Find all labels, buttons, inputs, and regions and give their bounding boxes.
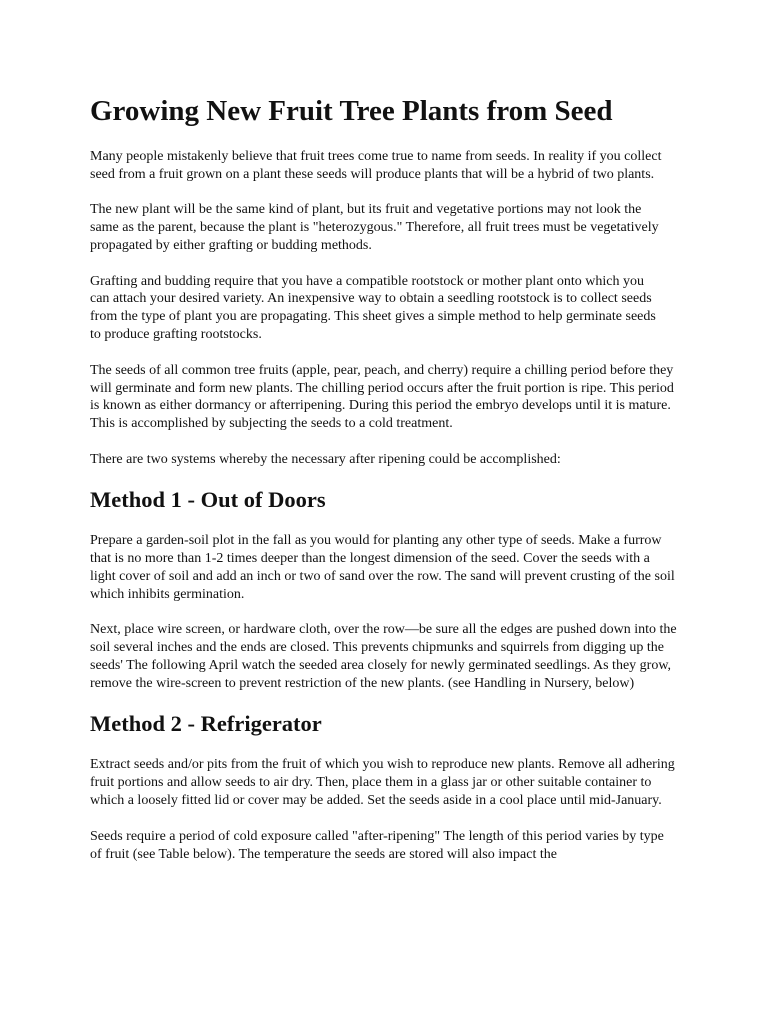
intro-paragraph-2: The new plant will be the same kind of plant, but its fruit and vegetative portions may not look the same as the parent, because the plant is "heterozygous." Therefore, all fruit trees must be vegetatively propagated by either grafting or budding methods. — [90, 202, 659, 254]
method2-heading: Method 2 - Refrigerator — [90, 711, 322, 737]
method2-paragraph-2: Seeds require a period of cold exposure called "after-ripening" The length of this period varies by type of fruit (see Table below). The temperature the seeds are stored will also impact the — [90, 828, 664, 862]
intro-paragraph-3: Grafting and budding require that you have a compatible rootstock or mother plant onto which you can attach your desired variety. An inexpensive way to obtain a seedling rootstock is to collect seeds from the type of plant you are propagating. This sheet gives a simple method to help germinate seeds to produce grafting rootstocks. — [90, 273, 656, 343]
intro-paragraph-4: The seeds of all common tree fruits (apple, pear, peach, and cherry) require a chilling period before they will germinate and form new plants. The chilling period occurs after the fruit portion is ripe. This period is known as either dormancy or afterripening. During this period the embryo develops until it is mature. This is accomplished by subjecting the seeds to a cold treatment. — [90, 362, 674, 432]
intro-paragraph-1: Many people mistakenly believe that fruit trees come true to name from seeds. In reality if you collect seed from a fruit grown on a plant these seeds will produce plants that will be a hybrid of two plants. — [90, 149, 662, 182]
method1-heading: Method 1 - Out of Doors — [90, 487, 326, 513]
page-title: Growing New Fruit Tree Plants from Seed — [90, 95, 613, 127]
method1-paragraph-1: Prepare a garden-soil plot in the fall as you would for planting any other type of seeds. Make a furrow that is no more than 1-2 times deeper than the longest dimension of the seed. Cover the seeds with a light cover of soil and add an inch or two of sand over the row. The sand will prevent crusting of the soil which inhibits germination. — [90, 533, 675, 602]
method2-paragraph-1: Extract seeds and/or pits from the fruit of which you wish to reproduce new plants. Remove all adhering fruit portions and allow seeds to air dry. Then, place them in a glass jar or other suitable container to which a loosely fitted lid or cover may be added. Set the seeds aside in a cool place until mid-January. — [90, 757, 675, 809]
intro-paragraph-5: There are two systems whereby the necessary after ripening could be accomplished: — [90, 451, 561, 467]
method1-paragraph-2: Next, place wire screen, or hardware cloth, over the row—be sure all the edges are pushed down into the soil several inches and the ends are closed. This prevents chipmunks and squirrels from digging up the seeds' The following April watch the seeded area closely for newly germinated seedlings. As they grow, remove the wire-screen to prevent restriction of the new plants. (see Handling in Nursery, below) — [90, 622, 677, 692]
